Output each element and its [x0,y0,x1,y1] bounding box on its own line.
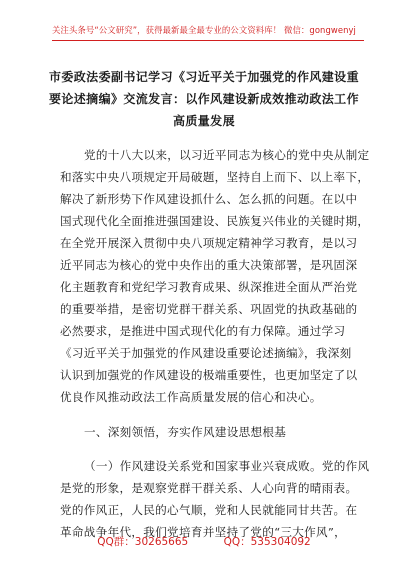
header-divider [52,40,364,41]
paragraph-1-line: 认识到加强党的作风建设的极端重要性，也更加坚定了以 [60,368,358,382]
paragraph-1-line: 解决了新形势下作风建设抓什么、怎么抓的问题。在以中 [60,192,358,206]
paragraph-1-line: 优良作风推动政法工作高质量发展的信心和决心。 [60,390,322,404]
header-banner: 关注头条号“公文研究”，获得最新最全最专业的公文资料库！ 微信：gongwenyj [52,25,356,35]
paragraph-1-line: 党的十八大以来，以习近平同志为核心的党中央从制定 [84,148,370,162]
paragraph-1-line: 在全党开展深入贯彻中央八项规定精神学习教育，是以习 [60,236,358,250]
paragraph-1-line: 近平同志为核心的党中央作出的重大决策部署，是巩固深 [60,258,358,272]
paragraph-1-line: 《习近平关于加强党的作风建设重要论述摘编》，我深刻 [60,346,352,360]
paragraph-1-line: 必然要求，是推进中国式现代化的有力保障。通过学习 [60,324,346,338]
paragraph-1-line: 国式现代化全面推进强国建设、民族复兴伟业的关键时期， [60,214,370,228]
section-heading: 一、深刻领悟，夯实作风建设思想根基 [84,425,287,439]
footer-qq-number: QQ：535304092 [223,536,311,548]
document-title-line-1: 市委政法委副书记学习《习近平关于加强党的作风建设重 [48,70,359,84]
footer-qq-group: QQ群：30265665 [97,536,189,548]
paragraph-2-line: （一）作风建设关系党和国家事业兴衰成败。党的作风 [84,459,370,473]
paragraph-2-line: 革命战争年代，我们党培育并坚持了党的“三大作风”， [60,525,347,539]
footer-contact [0,534,408,549]
document-title-line-3: 高质量发展 [172,114,235,128]
paragraph-2-line: 是党的形象，是观察党群干群关系、人心向背的晴雨表。 [60,481,358,495]
paragraph-1-line: 和落实中央八项规定开局破题，坚持自上而下、以上率下， [60,170,370,184]
paragraph-1-line: 的重要举措，是密切党群干群关系、巩固党的执政基础的 [60,302,358,316]
paragraph-2-line: 党的作风正，人民的心气顺，党和人民就能同甘共苦。在 [60,503,358,517]
document-title-line-2: 要论述摘编》交流发言：以作风建设新成效推动政法工作 [48,92,359,106]
paragraph-1-line: 化主题教育和党纪学习教育成果、纵深推进全面从严治党 [60,280,358,294]
